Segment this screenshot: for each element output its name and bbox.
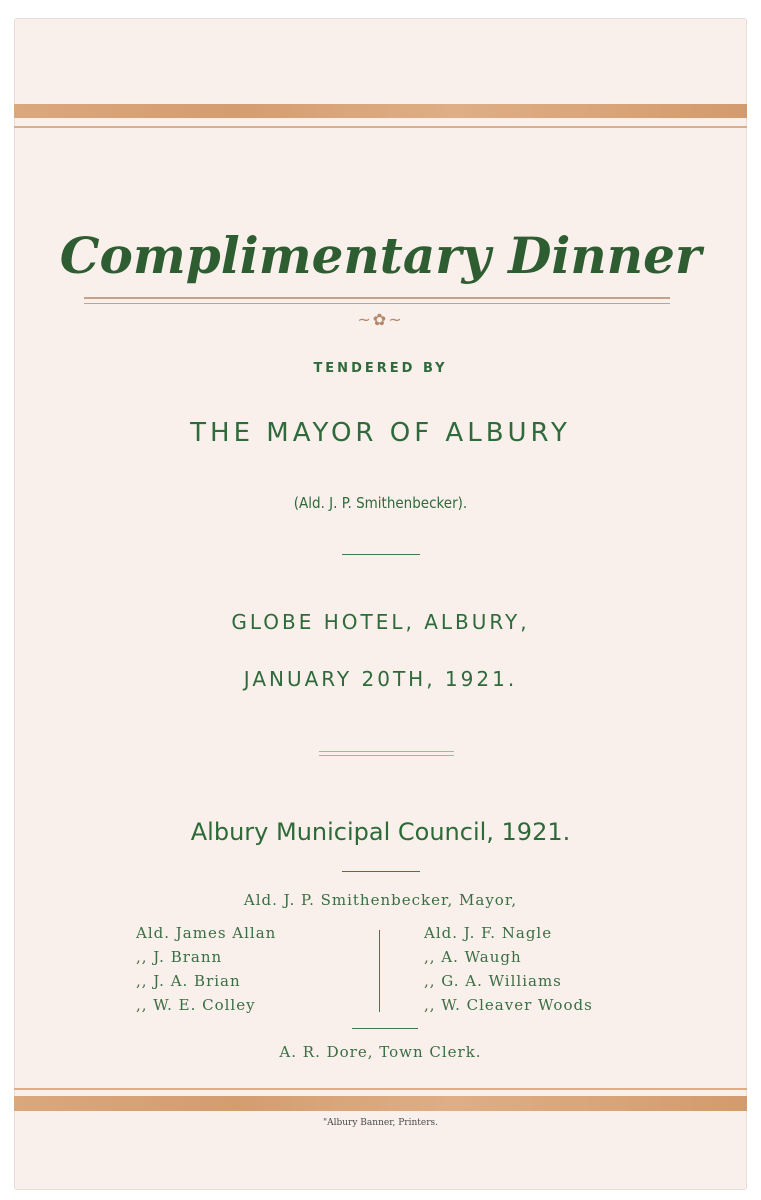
top-border-band bbox=[14, 104, 747, 118]
council-member: ,, G. A. Williams bbox=[424, 972, 562, 990]
title-rule-lower bbox=[84, 303, 670, 304]
council-list-left bbox=[136, 921, 276, 1017]
council-member: ,, J. Brann bbox=[136, 948, 223, 966]
venue: GLOBE HOTEL, ALBURY, bbox=[231, 610, 530, 634]
top-border-line bbox=[14, 126, 747, 128]
event-date: JANUARY 20TH, 1921. bbox=[243, 667, 518, 691]
host-name: THE MAYOR OF ALBURY bbox=[190, 418, 571, 448]
mayor-line: Ald. J. P. Smithenbecker, Mayor, bbox=[243, 891, 518, 909]
divider-4 bbox=[352, 1028, 418, 1029]
column-divider bbox=[379, 930, 380, 1012]
card-title: Complimentary Dinner bbox=[59, 226, 702, 285]
divider-3 bbox=[342, 871, 420, 872]
divider-2a bbox=[319, 751, 454, 752]
printer-credit: "Albury Banner, Printers. bbox=[322, 1118, 438, 1128]
council-list-right bbox=[424, 921, 593, 1017]
council-member: ,, W. E. Colley bbox=[136, 996, 256, 1014]
council-member: ,, A. Waugh bbox=[424, 948, 522, 966]
council-member: Ald. James Allan bbox=[136, 924, 277, 942]
council-heading: Albury Municipal Council, 1921. bbox=[190, 818, 571, 846]
title-rule-upper bbox=[84, 297, 670, 299]
council-member: ,, W. Cleaver Woods bbox=[424, 996, 593, 1014]
host-note: (Ald. J. P. Smithenbecker). bbox=[293, 494, 468, 512]
tendered-by: TENDERED BY bbox=[313, 361, 448, 376]
divider-1 bbox=[342, 554, 420, 555]
council-member: Ald. J. F. Nagle bbox=[424, 924, 553, 942]
ornament-flourish: ~✿~ bbox=[357, 310, 404, 329]
divider-2b bbox=[319, 755, 454, 756]
menu-card bbox=[14, 18, 747, 1190]
town-clerk: A. R. Dore, Town Clerk. bbox=[279, 1043, 482, 1061]
bottom-border-line bbox=[14, 1088, 747, 1090]
council-member: ,, J. A. Brian bbox=[136, 972, 241, 990]
bottom-border-band bbox=[14, 1096, 747, 1111]
